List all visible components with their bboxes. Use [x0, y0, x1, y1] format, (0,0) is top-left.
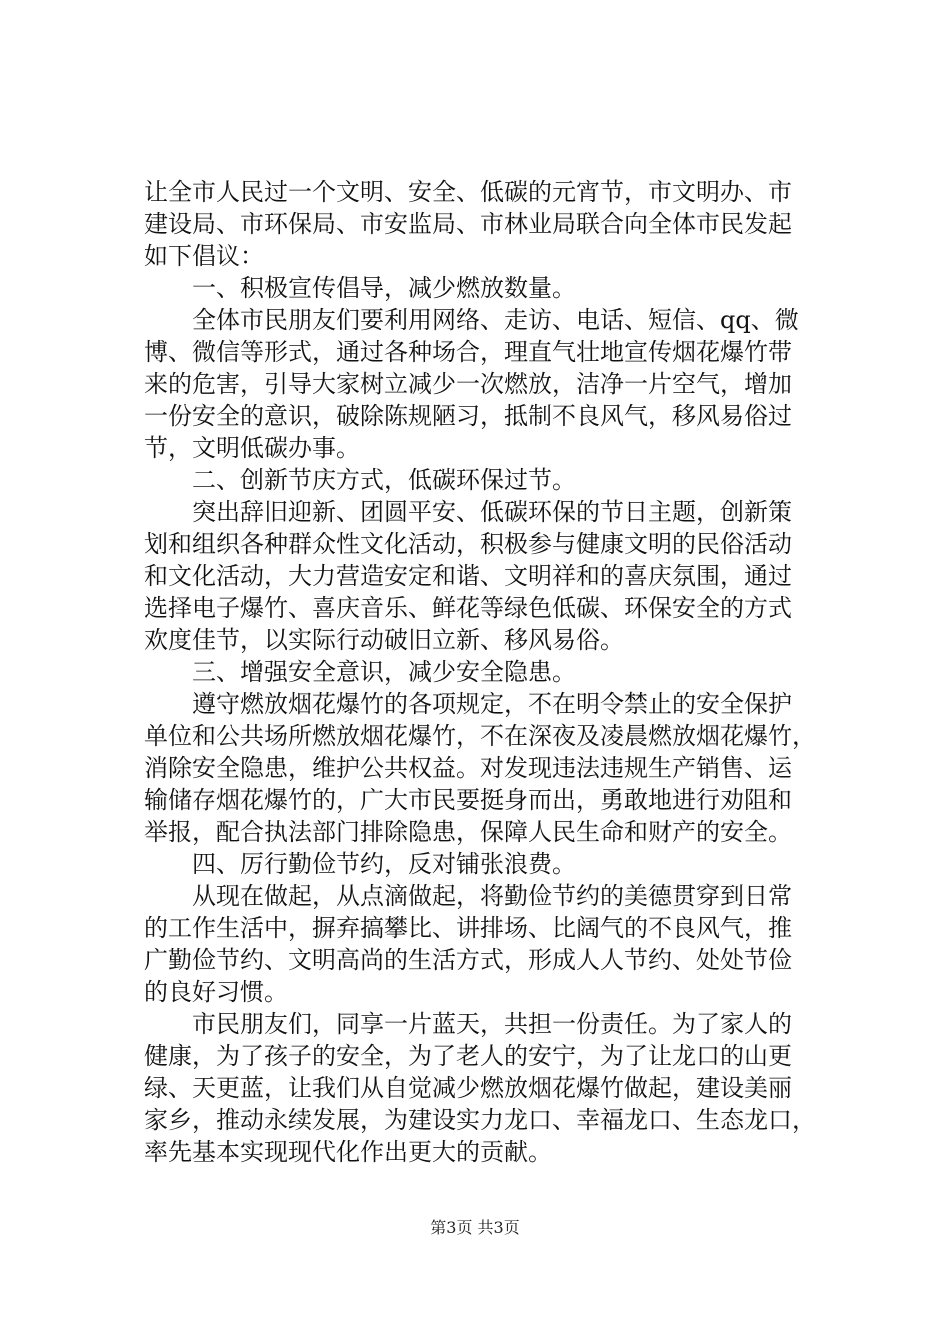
body-line: 单位和公共场所燃放烟花爆竹，不在深夜及凌晨燃放烟花爆竹， [144, 722, 816, 750]
body-line: 欢度佳节，以实际行动破旧立新、移风易俗。 [144, 626, 624, 654]
body-line: 遵守燃放烟花爆竹的各项规定，不在明令禁止的安全保护 [192, 690, 792, 718]
body-line: 一份安全的意识，破除陈规陋习，抵制不良风气，移风易俗过 [144, 402, 792, 430]
body-line: 家乡，推动永续发展，为建设实力龙口、幸福龙口、生态龙口， [144, 1106, 816, 1134]
body-line: 来的危害，引导大家树立减少一次燃放，洁净一片空气，增加 [144, 370, 792, 398]
body-line: 绿、天更蓝，让我们从自觉减少燃放烟花爆竹做起，建设美丽 [144, 1074, 792, 1102]
body-line: 和文化活动，大力营造安定和谐、文明祥和的喜庆氛围，通过 [144, 562, 792, 590]
body-line: 博、微信等形式，通过各种场合，理直气壮地宣传烟花爆竹带 [144, 338, 792, 366]
body-line: 如下倡议： [144, 242, 264, 270]
section-heading-2: 二、创新节庆方式，低碳环保过节。 [192, 466, 576, 494]
section-heading-4: 四、厉行勤俭节约，反对铺张浪费。 [192, 850, 576, 878]
body-line: 消除安全隐患，维护公共权益。对发现违法违规生产销售、运 [144, 754, 792, 782]
body-line: 的工作生活中，摒弃搞攀比、讲排场、比阔气的不良风气，推 [144, 914, 792, 942]
body-line: 率先基本实现现代化作出更大的贡献。 [144, 1138, 552, 1166]
body-line: 举报，配合执法部门排除隐患，保障人民生命和财产的安全。 [144, 818, 792, 846]
section-heading-3: 三、增强安全意识，减少安全隐患。 [192, 658, 576, 686]
body-line: 突出辞旧迎新、团圆平安、低碳环保的节日主题，创新策 [192, 498, 792, 526]
body-line: 划和组织各种群众性文化活动，积极参与健康文明的民俗活动 [144, 530, 792, 558]
body-line: 从现在做起，从点滴做起，将勤俭节约的美德贯穿到日常 [192, 882, 792, 910]
body-line: 建设局、市环保局、市安监局、市林业局联合向全体市民发起 [144, 210, 792, 238]
page-number-footer: 第3页 共3页 [430, 1218, 520, 1237]
body-line: 健康，为了孩子的安全，为了老人的安宁，为了让龙口的山更 [144, 1042, 792, 1070]
body-line: 让全市人民过一个文明、安全、低碳的元宵节，市文明办、市 [144, 178, 792, 206]
body-line: 输储存烟花爆竹的，广大市民要挺身而出，勇敢地进行劝阻和 [144, 786, 792, 814]
body-line: 全体市民朋友们要利用网络、走访、电话、短信、qq、微 [192, 306, 799, 334]
body-line: 选择电子爆竹、喜庆音乐、鲜花等绿色低碳、环保安全的方式 [144, 594, 792, 622]
body-line: 的良好习惯。 [144, 978, 288, 1006]
body-line: 节，文明低碳办事。 [144, 434, 360, 462]
body-line: 市民朋友们，同享一片蓝天，共担一份责任。为了家人的 [192, 1010, 792, 1038]
body-line: 广勤俭节约、文明高尚的生活方式，形成人人节约、处处节俭 [144, 946, 792, 974]
section-heading-1: 一、积极宣传倡导，减少燃放数量。 [192, 274, 576, 302]
